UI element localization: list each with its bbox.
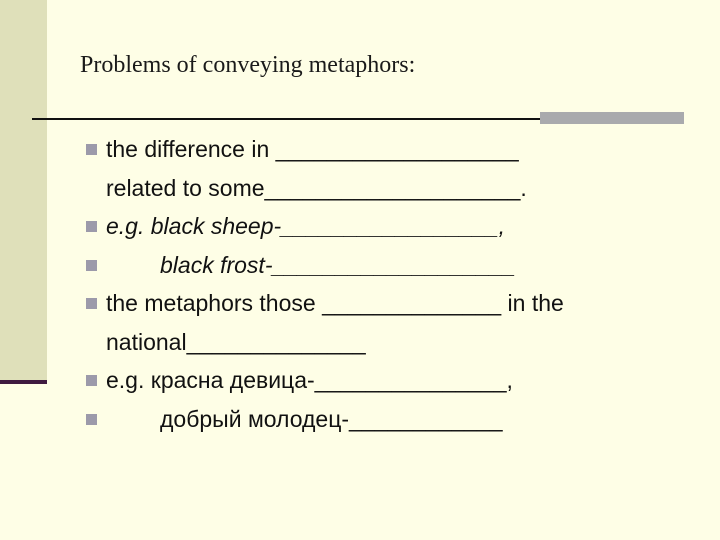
slide-title: Problems of conveying metaphors: (80, 52, 416, 78)
bullet-item-metaphors-national (84, 284, 704, 361)
bullet-text: e.g. красна девица-_______________, (106, 367, 513, 393)
bullet-text: добрый молодец-____________ (160, 405, 503, 432)
bullet-text-continued: related to some____________________. (106, 174, 527, 201)
bullet-text: black frost-___________________ (160, 251, 516, 278)
square-bullet-icon (86, 375, 97, 386)
bullet-text: e.g. black sheep-_________________, (106, 213, 506, 239)
square-bullet-icon (86, 298, 97, 309)
bullet-item-dobryi-molodets (84, 400, 704, 439)
bullet-item-black-frost (84, 246, 704, 285)
title-underline-rule (32, 118, 542, 120)
square-bullet-icon (86, 260, 97, 271)
square-bullet-icon (86, 144, 97, 155)
bullet-item-difference (84, 130, 704, 207)
bullet-text-continued: national______________ (106, 328, 366, 355)
bullet-text: the metaphors those ______________ in the (106, 290, 564, 316)
bullet-line (106, 246, 704, 285)
title-rule-accent (540, 112, 684, 124)
square-bullet-icon (86, 221, 97, 232)
bullet-line (106, 400, 704, 439)
bullet-item-krasna-devitsa (84, 361, 704, 400)
bullet-item-black-sheep (84, 207, 704, 246)
left-decorative-band (0, 0, 47, 381)
bullet-text: the difference in ___________________ (106, 136, 519, 162)
left-accent-bar (0, 380, 47, 384)
square-bullet-icon (86, 414, 97, 425)
bullet-list (84, 130, 704, 438)
